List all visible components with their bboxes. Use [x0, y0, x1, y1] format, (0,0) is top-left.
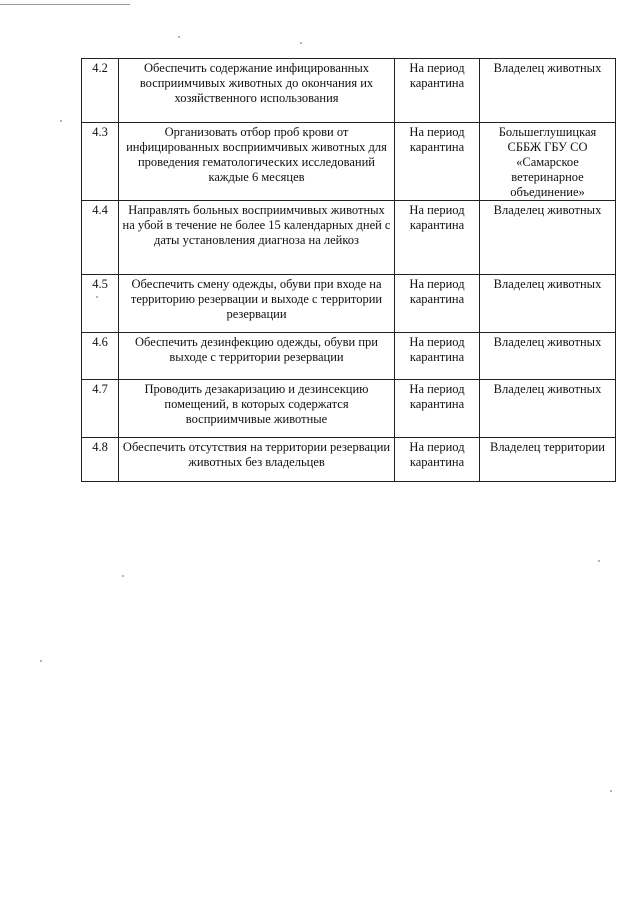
- responsible-cell: Владелец животных: [480, 59, 616, 123]
- action-cell: Обеспечить смену одежды, обуви при входе на территорию резервации и выходе с территории резервации: [119, 275, 395, 333]
- row-number: 4.5: [82, 275, 119, 333]
- row-number: 4.3: [82, 123, 119, 201]
- table-row: [82, 333, 616, 380]
- row-number: 4.2: [82, 59, 119, 123]
- responsible-cell: Большеглушицкая СББЖ ГБУ СО «Самарское ветеринарное объединение»: [480, 123, 616, 201]
- row-number: 4.7: [82, 380, 119, 438]
- scan-speck: [96, 296, 98, 298]
- scan-speck: [40, 660, 42, 662]
- term-cell: На период карантина: [395, 59, 480, 123]
- term-cell: На период карантина: [395, 438, 480, 482]
- measures-table: [81, 58, 616, 482]
- term-cell: На период карантина: [395, 333, 480, 380]
- scan-speck: [122, 575, 124, 577]
- responsible-cell: Владелец животных: [480, 380, 616, 438]
- term-cell: На период карантина: [395, 201, 480, 275]
- action-cell: Обеспечить отсутствия на территории резервации животных без владельцев: [119, 438, 395, 482]
- table-row: [82, 201, 616, 275]
- table-row: [82, 380, 616, 438]
- scan-speck: [300, 42, 302, 44]
- responsible-cell: Владелец животных: [480, 275, 616, 333]
- term-cell: На период карантина: [395, 123, 480, 201]
- table-row: [82, 59, 616, 123]
- row-number: 4.6: [82, 333, 119, 380]
- term-cell: На период карантина: [395, 380, 480, 438]
- responsible-cell: Владелец животных: [480, 201, 616, 275]
- term-cell: На период карантина: [395, 275, 480, 333]
- responsible-cell: Владелец территории: [480, 438, 616, 482]
- action-cell: Обеспечить дезинфекцию одежды, обуви при выходе с территории резервации: [119, 333, 395, 380]
- scan-speck: [178, 36, 180, 38]
- row-number: 4.4: [82, 201, 119, 275]
- row-number: 4.8: [82, 438, 119, 482]
- scan-speck: [610, 790, 612, 792]
- scan-top-rule: [0, 4, 130, 5]
- action-cell: Направлять больных восприимчивых животных на убой в течение не более 15 календарных дней с даты установления диагноза на лейкоз: [119, 201, 395, 275]
- table-row: [82, 275, 616, 333]
- table-row: [82, 438, 616, 482]
- table-row: [82, 123, 616, 201]
- action-cell: Организовать отбор проб крови от инфицированных восприимчивых животных для проведения гематологических исследований каждые 6 месяцев: [119, 123, 395, 201]
- action-cell: Проводить дезакаризацию и дезинсекцию помещений, в которых содержатся восприимчивые животные: [119, 380, 395, 438]
- responsible-cell: Владелец животных: [480, 333, 616, 380]
- action-cell: Обеспечить содержание инфицированных восприимчивых животных до окончания их хозяйственного использования: [119, 59, 395, 123]
- scan-speck: [60, 120, 62, 122]
- scan-speck: [598, 560, 600, 562]
